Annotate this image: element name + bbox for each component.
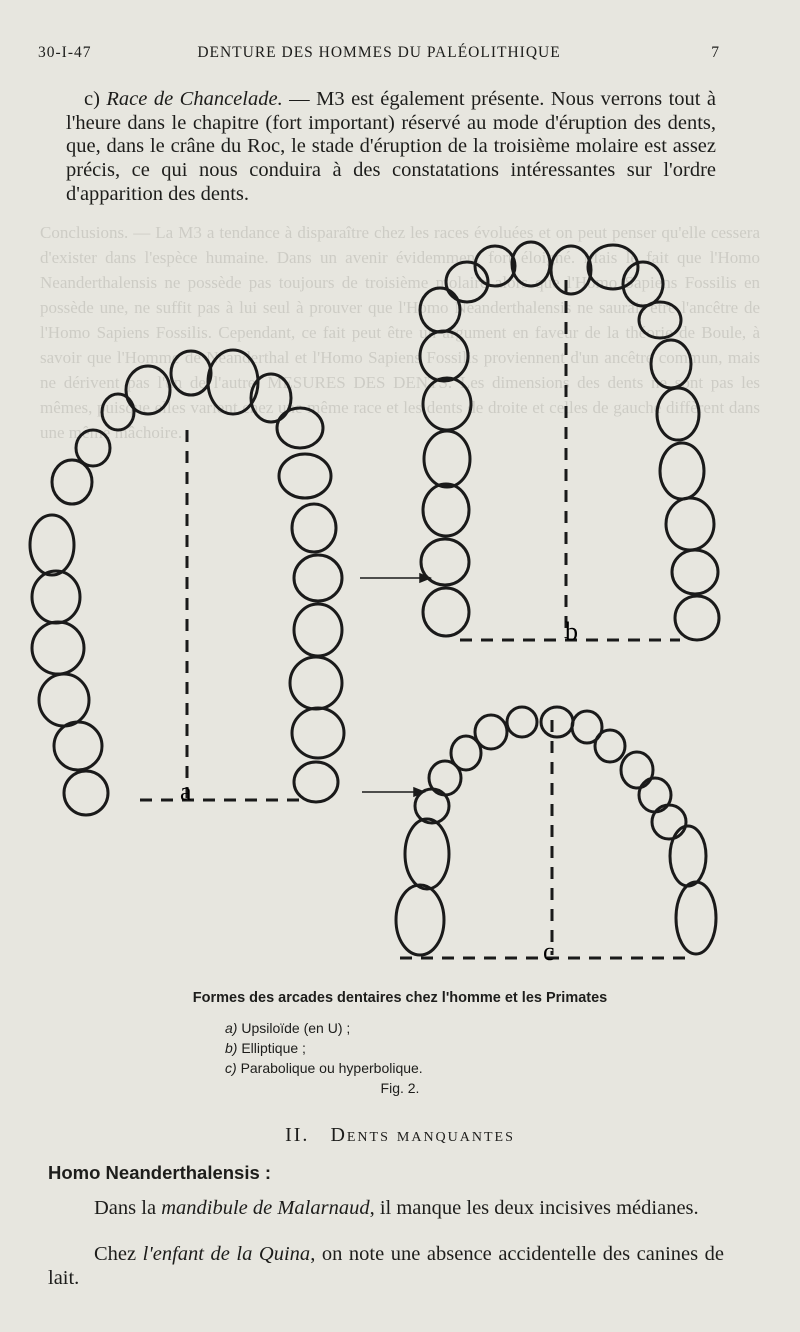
tooth-outline [420,288,460,332]
header-title: DENTURE DES HOMMES DU PALÉOLITHIQUE [197,44,561,61]
tooth-outline [277,408,323,448]
tooth-outline [251,374,291,422]
label-c: c [543,937,555,966]
tooth-outline [652,805,686,839]
label-a: a [180,777,192,806]
tooth-outline [512,242,550,286]
paragraph-text: — M3 est également présente. Nous verrons tout à l'heure dans le chapitre (fort important) réservé au mode d'éruption des dents, que, dans le crâne du Roc, le stade d'éruption de la troisième molaire est assez précis, ce qui nous conduira à des constatations intéressantes sur l'ordre d'apparition des dents. [66,88,717,205]
tooth-outline [595,730,625,762]
tooth-outline [672,550,718,594]
paragraph-label: c) [84,88,100,110]
race-name: Race de Chancelade. [106,88,283,110]
tooth-outline [279,454,331,498]
section-number: II. [285,1124,310,1146]
legend-item-a: a) Upsiloïde (en U) ; [225,1020,351,1036]
paragraph-quina: Chez l'enfant de la Quina, on note une absence accidentelle des canines de lait. [48,1243,724,1289]
section-heading [0,1124,800,1147]
arch-b-elliptic [420,242,719,640]
tooth-outline [639,302,681,338]
tooth-outline [294,555,342,601]
label-b: b [565,617,578,646]
tooth-outline [292,708,344,758]
tooth-outline [424,431,470,487]
tooth-outline [657,388,699,440]
legend-item-c: c) Parabolique ou hyperbolique. [225,1060,423,1076]
tooth-outline [420,331,468,381]
tooth-outline [39,674,89,726]
tooth-outline [405,819,449,889]
tooth-outline [423,588,469,636]
arrow-head-1 [420,574,430,582]
subheading: Homo Neanderthalensis : [48,1162,272,1183]
tooth-outline [290,657,342,709]
tooth-outline [651,340,691,388]
tooth-outline [475,715,507,749]
tooth-outline [423,378,471,430]
tooth-outline [666,498,714,550]
tooth-outline [294,762,338,802]
tooth-outline [670,826,706,886]
page-number: 7 [711,44,720,61]
tooth-outline [171,351,211,395]
arrow-head-2 [414,788,424,796]
tooth-outline [294,604,342,656]
tooth-outline [64,771,108,815]
figure-caption: Formes des arcades dentaires chez l'homme et les Primates [192,990,608,1006]
tooth-outline [541,707,573,737]
tooth-outline [621,752,653,788]
show-through-text: Conclusions. — La M3 a tendance à disparaître chez les races évoluées et on peut penser qu'elle cessera d'exister dans l'espèce humaine. Dans un avenir évidemment fort éloigné. Mais le fait que l'Homo Neanderthalensis ne possède pas toujours de troisième molaire alors que l'Homo Sapiens Fossilis en possède une, ne suffit pas à lui seul à prouver que l'Homo Neanderthalensis ne saurait être l'ancêtre de l'Homo Sapiens Fossilis. Cependant, ce fait peut être un argument en faveur de la théorie de Boule, à savoir que l'Homme de Neanderthal et l'Homo Sapiens Fossilis proviennent d'un ancêtre commun, mais ne dérivent pas l'un de l'autre. MESURES DES DENTS. Les dimensions des dents ne sont pas les mêmes, puisque elles varient chez une même race et les dents de droite et celles de gauche diffèrent dans une même mâchoire. [40,223,760,442]
tooth-outline [32,571,80,623]
tooth-outline [423,484,469,536]
header-date: 30-I-47 [38,44,92,61]
tooth-outline [396,885,444,955]
tooth-outline [507,707,537,737]
tooth-outline [52,460,92,504]
tooth-outline [54,722,102,770]
tooth-outline [76,430,110,466]
arrows [360,574,430,796]
tooth-outline [30,515,74,575]
tooth-outline [551,246,591,294]
arch-c-parabolic [396,707,716,955]
tooth-outline [126,366,170,414]
legend-item-b: b) Elliptique ; [225,1040,306,1056]
figure-number: Fig. 2. [380,1080,420,1096]
section-title: Dents manquantes [330,1124,515,1146]
tooth-outline [32,622,84,674]
tooth-outline [676,882,716,954]
figure-legend [225,1018,423,1078]
tooth-outline [639,778,671,812]
tooth-outline [292,504,336,552]
tooth-outline [660,443,704,499]
tooth-outline [675,596,719,640]
midline-dashes [140,280,690,958]
paragraph-malarnaud: Dans la mandibule de Malarnaud, il manque les deux incisives médianes. [94,1197,699,1219]
